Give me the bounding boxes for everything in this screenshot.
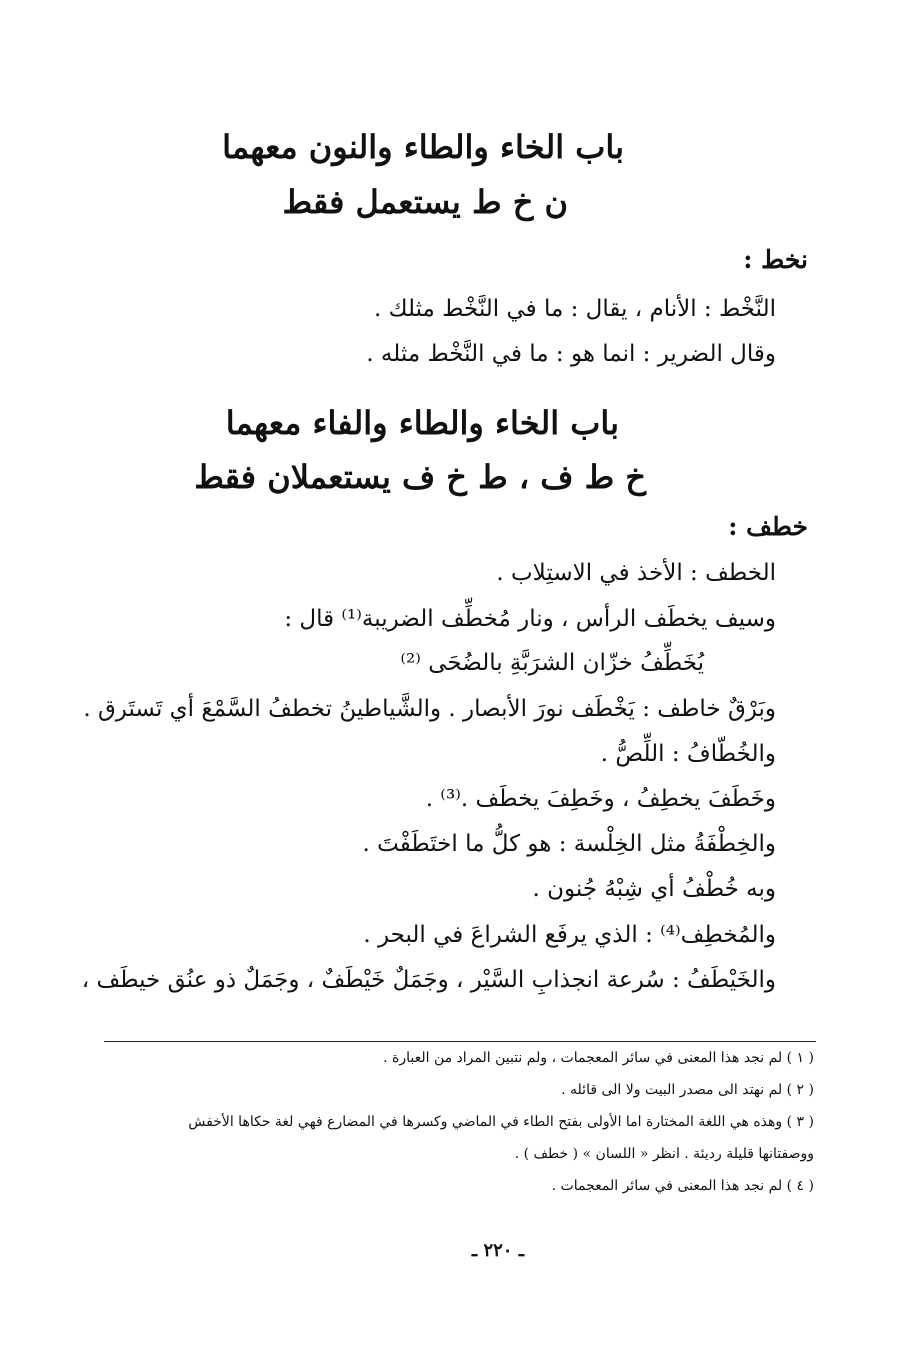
footnote: ( ٢ ) لم نهتد الى مصدر البيت ولا الى قائله .: [561, 1082, 814, 1098]
entry-line: والمُخطِف⁽⁴⁾ : الذي يرفَع الشراعَ في البحر .: [363, 922, 776, 948]
entry-line: النَّخْط : الأنام ، يقال : ما في النَّخْط مثلك .: [373, 296, 776, 322]
entry-line: والخَيْطَفُ : سُرعة انجذابِ السَّيْر ، وجَمَلٌ خَيْطَفٌ ، وجَمَلٌ ذو عنُق خيطَف ،: [81, 967, 776, 993]
entry-line: وبه خُطْفُ أي شِبْهُ جُنون .: [532, 876, 776, 902]
entry-line: والخُطّافُ : اللِّصُّ .: [600, 741, 776, 767]
footnote: ( ٤ ) لم نجد هذا المعنى في سائر المعجمات .: [551, 1178, 814, 1194]
entry-line: الخطف : الأخذ في الاستِلاب .: [496, 560, 776, 586]
entry-line: وبَرْقٌ خاطف : يَخْطَف نورَ الأبصار . والشَّياطينُ تخطفُ السَّمْعَ أي تَستَرق .: [83, 696, 776, 722]
footnote: ووصفتانها قليلة رديئة . انظر « اللسان » ( خطف ) .: [514, 1146, 814, 1162]
page-number: ـ ٢٢٠ ـ: [471, 1240, 524, 1261]
entry-line: وخَطَفَ يخطِفُ ، وخَطِفَ يخطَف .⁽³⁾ .: [425, 786, 776, 812]
footnote: ( ٣ ) وهذه هي اللغة المختارة اما الأولى بفتح الطاء في الماضي وكسرها في المضارع فهي لغة حكاها الأخفش: [188, 1114, 814, 1130]
entry-headword: خطف :: [728, 512, 808, 541]
section-subheading: خ ط ف ، ط خ ف يستعملان فقط: [194, 458, 646, 496]
section-subheading: ن خ ط يستعمل فقط: [282, 183, 568, 221]
footnote: ( ١ ) لم نجد هذا المعنى في سائر المعجمات ، ولم نتبين المراد من العبارة .: [383, 1050, 814, 1066]
entry-line: وسيف يخطَف الرأس ، ونار مُخطِّف الضريبة⁽¹⁾ قال :: [284, 606, 776, 632]
entry-line: وقال الضرير : انما هو : ما في النَّخْط مثله .: [366, 341, 776, 367]
entry-line: والخِطْفَةُ مثل الخِلْسة : هو كلُّ ما اختَطَفْتَ .: [362, 831, 776, 857]
verse-line: يُخَطِّفُ خزّان الشرَبَّةِ بالضُحَى ⁽²⁾: [400, 650, 704, 676]
section-heading: باب الخاء والطاء والنون معهما: [222, 128, 624, 166]
entry-headword: نخط :: [743, 245, 808, 274]
section-heading: باب الخاء والطاء والفاء معهما: [225, 404, 619, 442]
footnote-separator: [104, 1041, 816, 1042]
